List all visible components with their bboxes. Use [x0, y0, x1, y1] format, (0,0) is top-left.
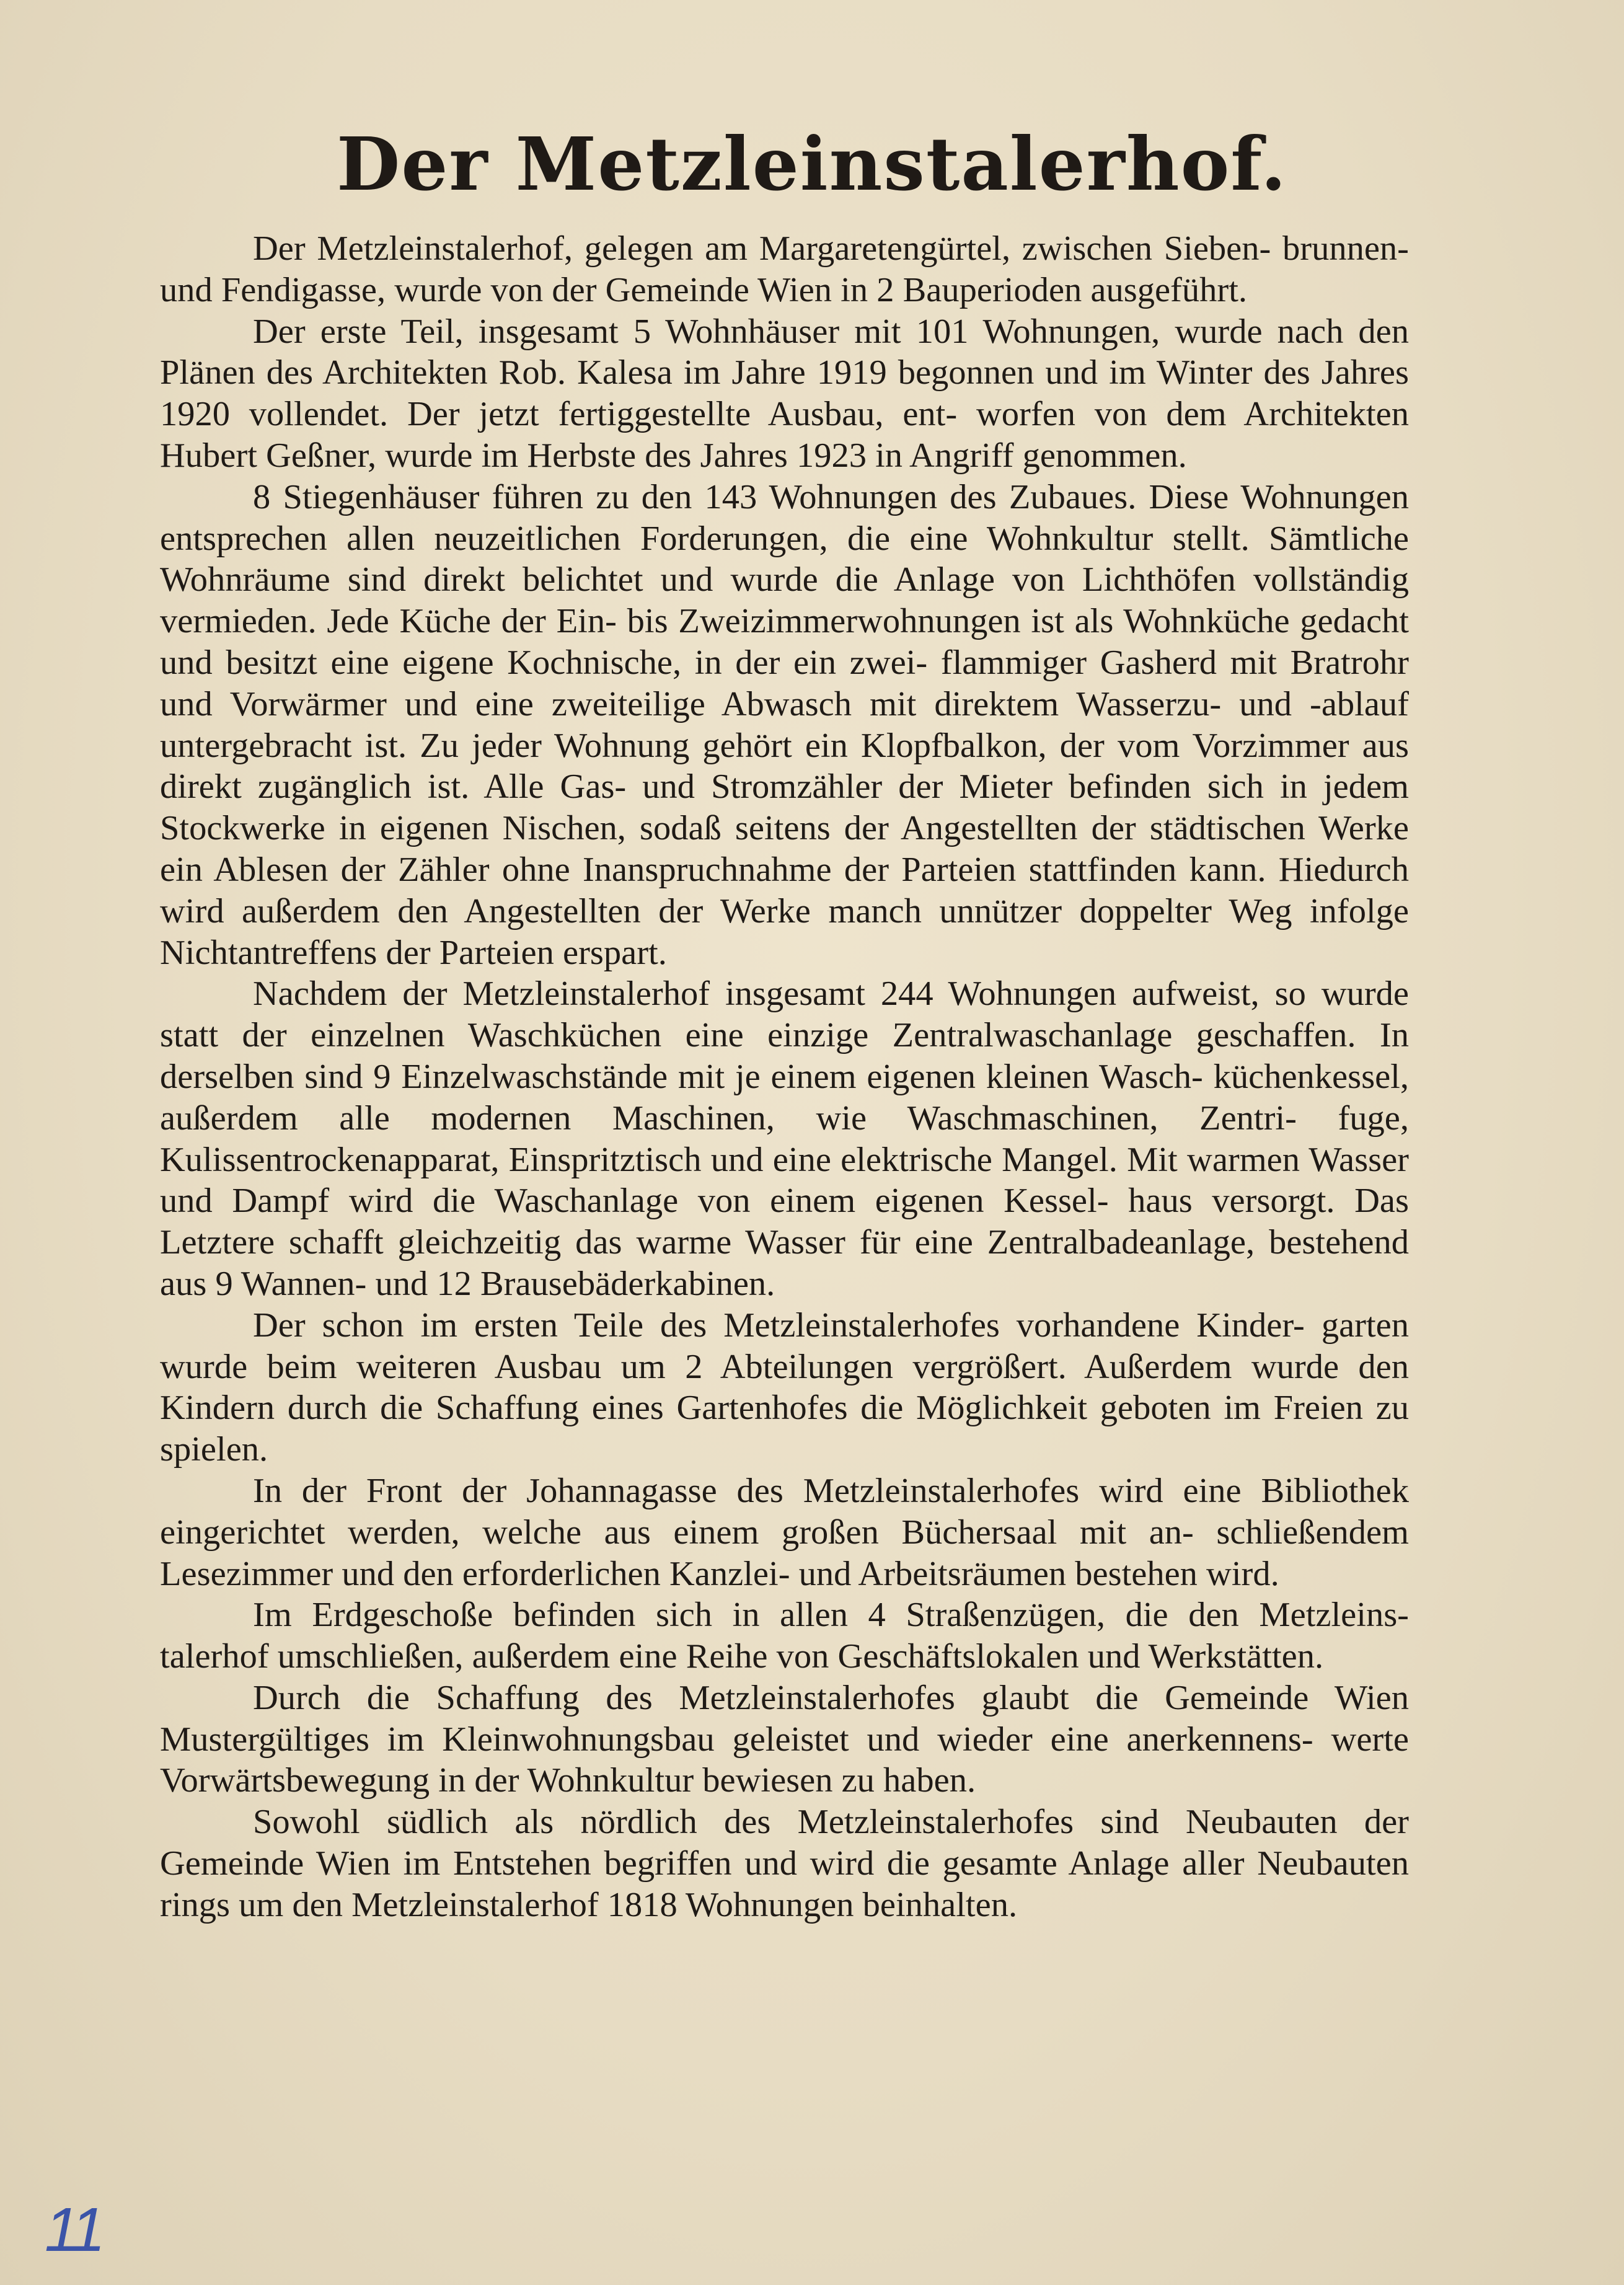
paragraph: Sowohl südlich als nördlich des Metzleinstalerhofes sind Neubauten der Gemeinde Wien im Entstehen begriffen und wird die gesamte Anlage aller Neubauten rings um den Metzleinstalerhof 1818 Wohnungen beinhalten.: [160, 1803, 1409, 1924]
paragraph: Durch die Schaffung des Metzleinstalerhofes glaubt die Gemeinde Wien Mustergültiges im Kleinwohnungsbau geleistet und wieder eine anerkennens- werte Vorwärtsbewegung in der Wohnkultur bewiesen zu haben.: [160, 1678, 1409, 1800]
body-text: [160, 228, 1409, 1926]
page-number: 11: [45, 2195, 102, 2265]
page-title: Der Metzleinstalerhof.: [337, 121, 1287, 207]
paragraph: Im Erdgeschoße befinden sich in allen 4 Straßenzügen, die den Metzleins- talerhof umschließen, außerdem eine Reihe von Geschäftslokalen und Werkstätten.: [160, 1596, 1409, 1676]
paragraph: Nachdem der Metzleinstalerhof insgesamt 244 Wohnungen aufweist, so wurde statt der einzelnen Waschküchen eine einzige Zentralwaschanlage geschaffen. In derselben sind 9 Einzelwaschstände mit je einem eigenen kleinen Wasch- küchenkessel, außerdem alle modernen Maschinen, wie Waschmaschinen, Zentri- fuge, Kulissentrockenapparat, Einspritztisch und eine elektrische Mangel. Mit warmen Wasser und Dampf wird die Waschanlage von einem eigenen Kessel- haus versorgt. Das Letztere schafft gleichzeitig das warme Wasser für eine Zentralbadeanlage, bestehend aus 9 Wannen- und 12 Brausebäderkabinen.: [160, 975, 1409, 1303]
paragraph: In der Front der Johannagasse des Metzleinstalerhofes wird eine Bibliothek eingerichtet werden, welche aus einem großen Büchersaal mit an- schließendem Lesezimmer und den erforderlichen Kanzlei- und Arbeitsräumen bestehen wird.: [160, 1471, 1409, 1593]
paragraph: Der Metzleinstalerhof, gelegen am Margaretengürtel, zwischen Sieben- brunnen- und Fendigasse, wurde von der Gemeinde Wien in 2 Bauperioden ausgeführt.: [160, 229, 1409, 309]
paragraph: Der schon im ersten Teile des Metzleinstalerhofes vorhandene Kinder- garten wurde beim weiteren Ausbau um 2 Abteilungen vergrößert. Außerdem wurde den Kindern durch die Schaffung eines Gartenhofes die Möglichkeit geboten im Freien zu spielen.: [160, 1306, 1409, 1469]
paragraph: 8 Stiegenhäuser führen zu den 143 Wohnungen des Zubaues. Diese Wohnungen entsprechen allen neuzeitlichen Forderungen, die eine Wohnkultur stellt. Sämtliche Wohnräume sind direkt belichtet und wurde die Anlage von Lichthöfen vollständig vermieden. Jede Küche der Ein- bis Zweizimmerwohnungen ist als Wohnküche gedacht und besitzt eine eigene Kochnische, in der ein zwei- flammiger Gasherd mit Bratrohr und Vorwärmer und eine zweiteilige Abwasch mit direktem Wasserzu- und -ablauf untergebracht ist. Zu jeder Wohnung gehört ein Klopfbalkon, der vom Vorzimmer aus direkt zugänglich ist. Alle Gas- und Stromzähler der Mieter befinden sich in jedem Stockwerke in eigenen Nischen, sodaß seitens der Angestellten der städtischen Werke ein Ablesen der Zähler ohne Inanspruchnahme der Parteien stattfinden kann. Hiedurch wird außerdem den Angestellten der Werke manch unnützer doppelter Weg infolge Nichtantreffens der Parteien erspart.: [160, 477, 1409, 972]
paragraph: Der erste Teil, insgesamt 5 Wohnhäuser mit 101 Wohnungen, wurde nach den Plänen des Architekten Rob. Kalesa im Jahre 1919 begonnen und im Winter des Jahres 1920 vollendet. Der jetzt fertiggestellte Ausbau, ent- worfen von dem Architekten Hubert Geßner, wurde im Herbste des Jahres 1923 in Angriff genommen.: [160, 312, 1409, 475]
